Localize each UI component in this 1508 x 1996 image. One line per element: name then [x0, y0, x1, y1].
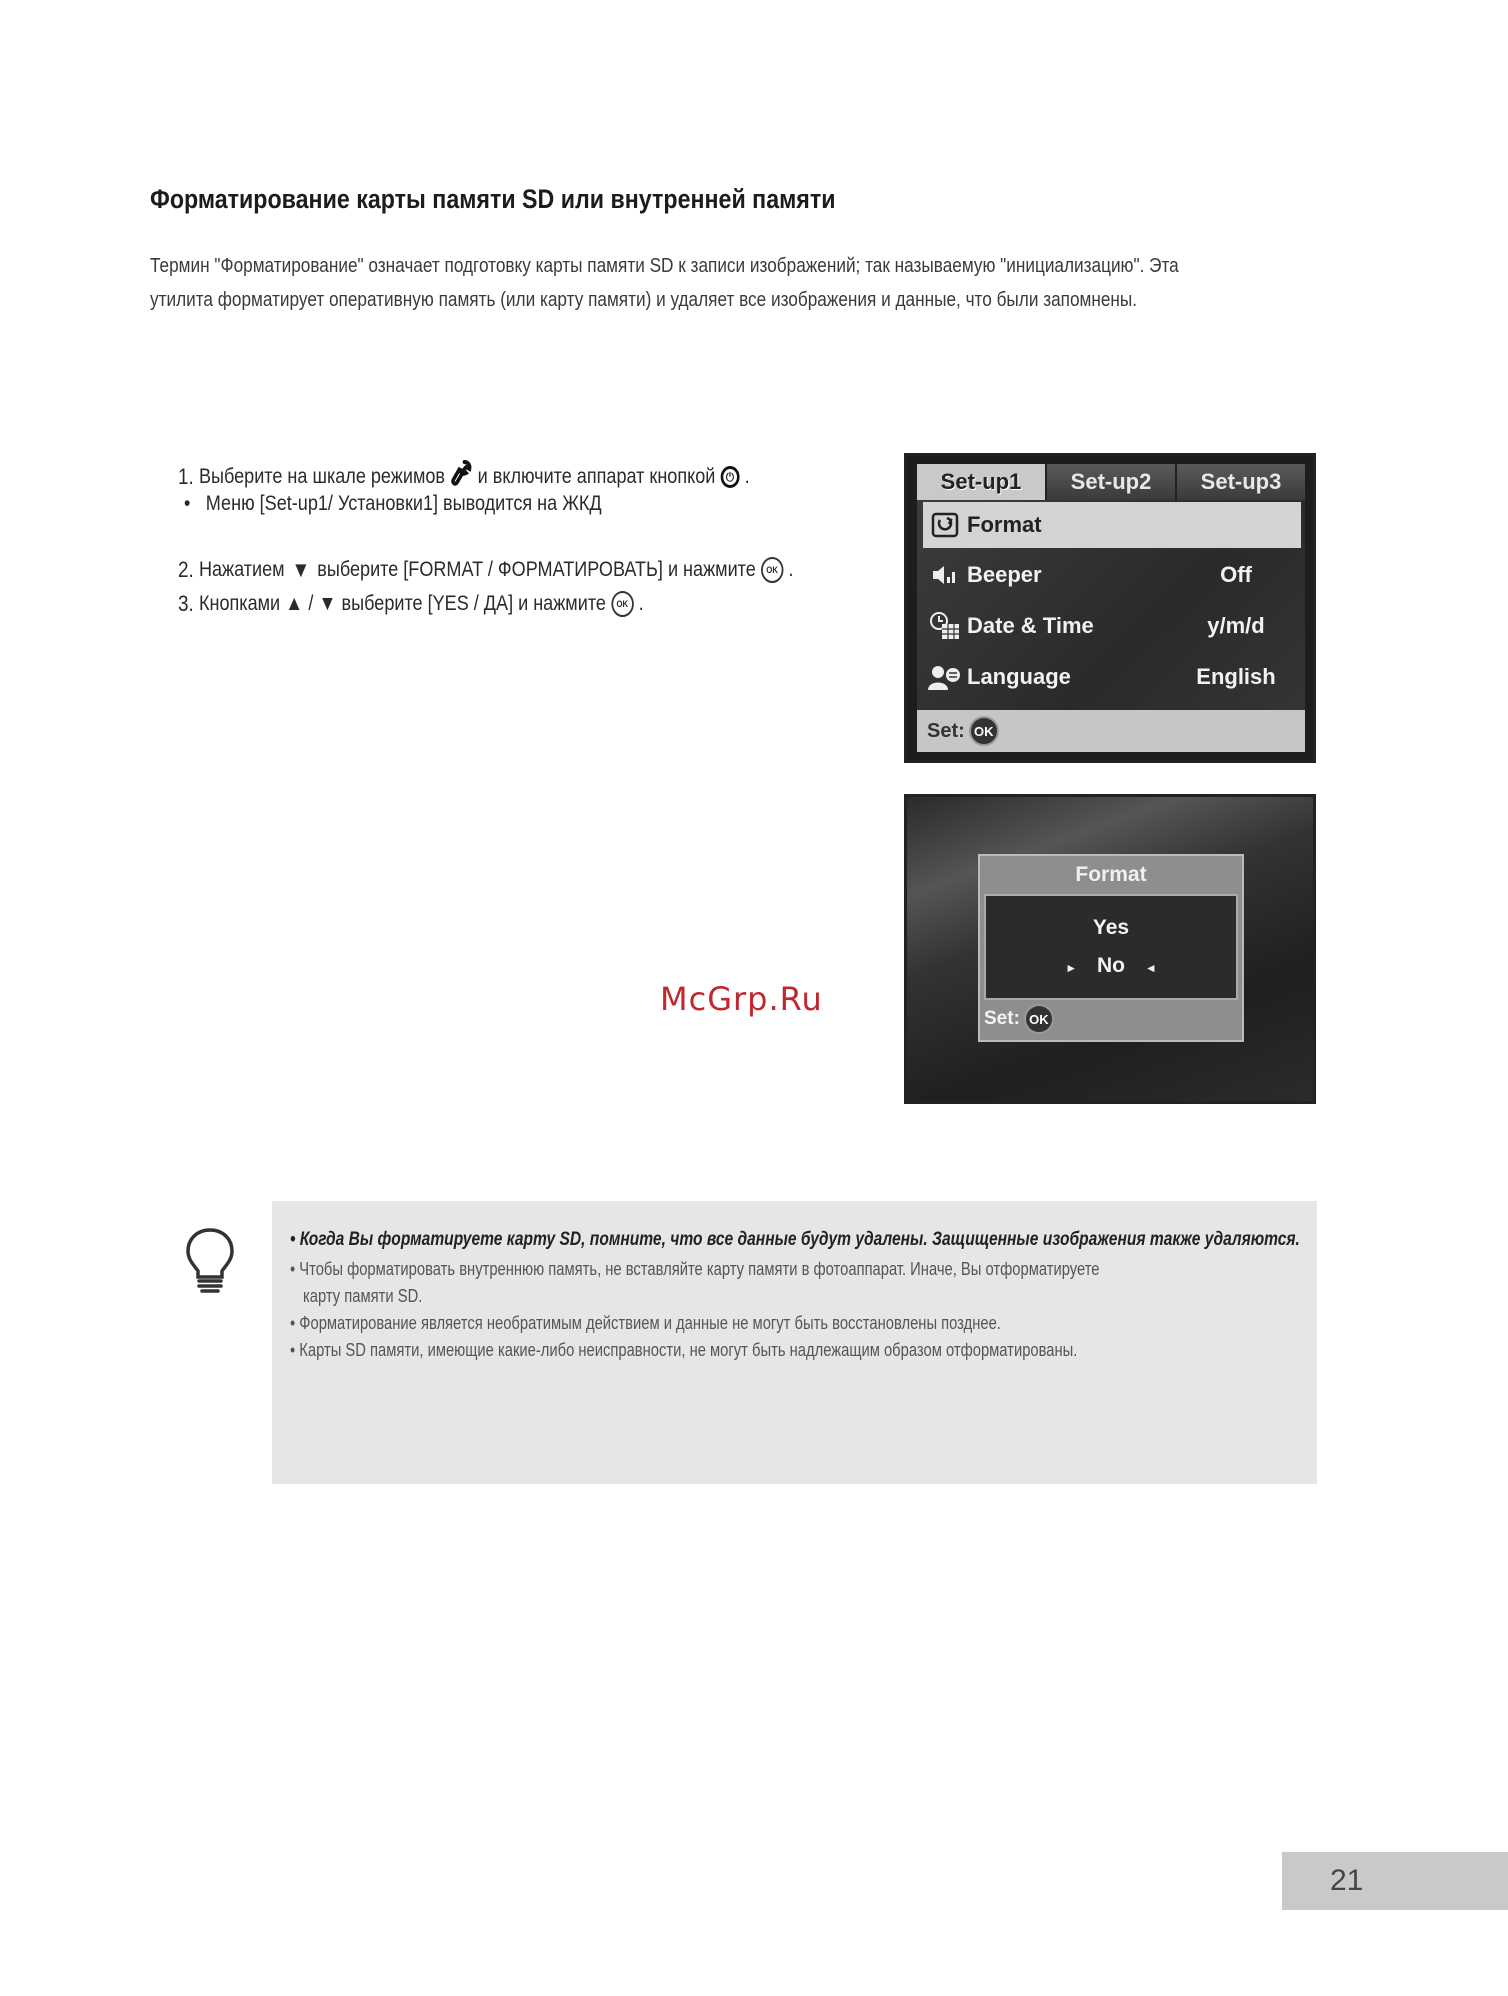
page-number: 21	[1282, 1852, 1508, 1910]
tab-set-up1[interactable]: Set-up1	[917, 464, 1045, 500]
ok-button-icon: OK	[611, 591, 633, 617]
step-text: выберите [FORMAT / ФОРМАТИРОВАТЬ] и нажмите	[317, 558, 756, 581]
menu-item-value: y/m/d	[1207, 613, 1265, 638]
down-arrow-icon: ▼	[291, 557, 311, 582]
note-line-1: • Когда Вы форматируете карту SD, помните, что все данные будут удалены. Защищенные изображения также удаляются.	[290, 1229, 1300, 1250]
bullet: •	[184, 492, 191, 515]
camera-format-dialog-screen	[904, 794, 1316, 1104]
step-text: Кнопками	[198, 592, 281, 615]
step-punct: .	[788, 558, 794, 581]
menu-item-label: Date & Time	[967, 613, 1094, 638]
camera-setup-menu-screen	[904, 453, 1316, 763]
step-2	[178, 557, 793, 583]
selection-arrow-left-icon: ◄	[1144, 961, 1157, 975]
dialog-options	[984, 894, 1238, 1000]
intro-line-2: утилита форматирует оперативную память (или карту памяти) и удаляет все изображения и данные, что были запомнены.	[150, 289, 1138, 311]
step-text: Выберите на шкале режимов	[198, 465, 446, 488]
menu-item-label: Beeper	[967, 562, 1042, 587]
option-no-label: No	[1097, 954, 1125, 977]
step-3	[178, 591, 644, 617]
dialog-title: Format	[1075, 863, 1147, 886]
step-number: 1.	[178, 464, 194, 489]
ok-button-icon[interactable]: OK	[969, 716, 999, 746]
note-line-4: • Форматирование является необратимым действием и данные не могут быть восстановлены позднее.	[290, 1313, 1001, 1333]
speaker-icon	[923, 563, 967, 587]
tab-set-up2[interactable]: Set-up2	[1045, 464, 1175, 500]
step-number: 2.	[178, 557, 194, 582]
menu-list	[917, 500, 1305, 710]
step-1-sub	[184, 492, 602, 516]
step-text: Нажатием	[198, 558, 285, 581]
set-label: Set:	[984, 1008, 1020, 1029]
selection-arrow-right-icon: ►	[1065, 961, 1078, 975]
step-1	[178, 460, 750, 494]
ok-button-icon[interactable]: OK	[1024, 1004, 1054, 1034]
format-icon	[923, 512, 967, 538]
step-subtext: Меню [Set-up1/ Установки1] выводится на ЖКД	[205, 492, 602, 515]
note-line-2: • Чтобы форматировать внутреннюю память, не вставляйте карту памяти в фотоаппарат. Иначе, Вы отформатируете	[290, 1259, 1100, 1279]
note-line-3: карту памяти SD.	[303, 1286, 423, 1306]
step-number: 3.	[178, 591, 194, 616]
menu-tabs	[917, 464, 1305, 500]
set-label: Set:	[927, 719, 965, 742]
menu-item-label: Format	[967, 512, 1042, 537]
menu-item-date-time[interactable]	[923, 603, 1301, 649]
menu-item-format[interactable]	[923, 502, 1301, 548]
menu-item-value: Off	[1220, 562, 1252, 587]
intro-line-1: Термин "Форматирование" означает подготовку карты памяти SD к записи изображений; так называемую "инициализацию". Эта	[150, 255, 1179, 277]
clock-calendar-icon	[923, 611, 967, 641]
format-dialog	[978, 854, 1244, 1042]
step-punct: .	[744, 465, 750, 488]
slash: /	[308, 592, 314, 615]
ok-button-icon: OK	[761, 557, 783, 583]
menu-footer	[917, 710, 1305, 752]
menu-item-beeper[interactable]	[923, 552, 1301, 598]
dialog-footer	[984, 1004, 1054, 1034]
note-line-5: • Карты SD памяти, имеющие какие-либо неисправности, не могут быть надлежащим образом отформатированы.	[290, 1340, 1078, 1360]
step-text: и включите аппарат кнопкой	[477, 465, 716, 488]
down-arrow-icon: ▼	[318, 592, 337, 615]
option-yes[interactable]: Yes	[1092, 916, 1130, 939]
tab-set-up3[interactable]: Set-up3	[1175, 464, 1305, 500]
lightbulb-icon	[184, 1227, 236, 1300]
menu-item-language[interactable]	[923, 654, 1301, 700]
watermark: McGrp.Ru	[660, 980, 823, 1018]
power-button-icon: ⏻	[721, 466, 740, 488]
page-title: Форматирование карты памяти SD или внутренней памяти	[150, 184, 836, 214]
wrench-icon	[450, 460, 472, 494]
step-punct: .	[638, 592, 644, 615]
option-no-selected[interactable]	[1051, 954, 1170, 978]
language-icon	[923, 664, 967, 690]
menu-item-value: English	[1196, 664, 1276, 689]
step-text: выберите [YES / ДА] и нажмите	[341, 592, 606, 615]
up-arrow-icon: ▲	[285, 592, 304, 615]
menu-item-label: Language	[967, 664, 1071, 689]
